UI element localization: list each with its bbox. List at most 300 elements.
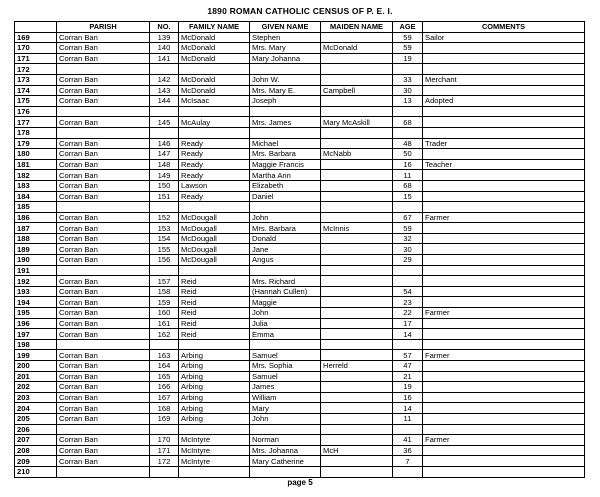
cell-row-number: 205: [15, 413, 57, 424]
table-row: [15, 202, 585, 213]
cell-number: [150, 466, 179, 477]
cell-maiden-name: [321, 191, 393, 202]
cell-number: 158: [150, 286, 179, 297]
cell-given-name: Maggie Francis: [250, 159, 321, 170]
cell-number: 140: [150, 43, 179, 54]
cell-age: 29: [393, 255, 423, 266]
cell-row-number: 195: [15, 308, 57, 319]
cell-given-name: Donald: [250, 233, 321, 244]
cell-age: 59: [393, 43, 423, 54]
cell-number: 145: [150, 117, 179, 128]
cell-row-number: 183: [15, 180, 57, 191]
cell-comments: [423, 286, 585, 297]
cell-maiden-name: [321, 339, 393, 350]
cell-given-name: Maggie: [250, 297, 321, 308]
cell-maiden-name: [321, 138, 393, 149]
cell-maiden-name: [321, 127, 393, 138]
cell-number: 141: [150, 53, 179, 64]
cell-family-name: [179, 127, 250, 138]
cell-age: 21: [393, 371, 423, 382]
cell-family-name: McDonald: [179, 43, 250, 54]
cell-age: 15: [393, 191, 423, 202]
cell-number: 144: [150, 96, 179, 107]
cell-row-number: 207: [15, 435, 57, 446]
cell-age: 7: [393, 456, 423, 467]
cell-parish: Corran Ban: [57, 286, 150, 297]
table-row: [15, 265, 585, 276]
cell-row-number: 184: [15, 191, 57, 202]
cell-given-name: Mrs. Barbara: [250, 149, 321, 160]
cell-family-name: [179, 339, 250, 350]
header-row: [15, 22, 585, 33]
cell-maiden-name: Herreld: [321, 361, 393, 372]
cell-age: 48: [393, 138, 423, 149]
cell-given-name: Mary Johanna: [250, 53, 321, 64]
cell-family-name: Arbing: [179, 403, 250, 414]
cell-age: 47: [393, 361, 423, 372]
cell-row-number: 169: [15, 32, 57, 43]
page-title: 1890 ROMAN CATHOLIC CENSUS OF P. E. I.: [207, 6, 393, 16]
cell-age: 17: [393, 318, 423, 329]
cell-family-name: McIntyre: [179, 445, 250, 456]
cell-given-name: [250, 64, 321, 75]
cell-family-name: Arbing: [179, 371, 250, 382]
cell-parish: [57, 202, 150, 213]
cell-maiden-name: [321, 403, 393, 414]
cell-given-name: Jane: [250, 244, 321, 255]
cell-family-name: McIntyre: [179, 456, 250, 467]
cell-comments: [423, 297, 585, 308]
column-header-row-number: [15, 22, 57, 33]
cell-given-name: Mary: [250, 403, 321, 414]
cell-row-number: 173: [15, 74, 57, 85]
cell-number: 164: [150, 361, 179, 372]
cell-parish: Corran Ban: [57, 138, 150, 149]
cell-comments: [423, 413, 585, 424]
cell-number: [150, 127, 179, 138]
column-header-maiden-name: MAIDEN NAME: [321, 22, 393, 33]
cell-given-name: Norman: [250, 435, 321, 446]
cell-family-name: Ready: [179, 191, 250, 202]
table-row: [15, 413, 585, 424]
cell-family-name: Ready: [179, 170, 250, 181]
cell-row-number: 175: [15, 96, 57, 107]
cell-given-name: Emma: [250, 329, 321, 340]
cell-parish: Corran Ban: [57, 350, 150, 361]
cell-parish: Corran Ban: [57, 223, 150, 234]
table-row: [15, 32, 585, 43]
cell-parish: Corran Ban: [57, 329, 150, 340]
cell-comments: [423, 64, 585, 75]
cell-given-name: Angus: [250, 255, 321, 266]
cell-age: 41: [393, 435, 423, 446]
cell-age: 50: [393, 149, 423, 160]
cell-parish: [57, 424, 150, 435]
cell-row-number: 177: [15, 117, 57, 128]
cell-maiden-name: [321, 106, 393, 117]
cell-maiden-name: [321, 53, 393, 64]
cell-parish: Corran Ban: [57, 96, 150, 107]
cell-age: [393, 466, 423, 477]
cell-maiden-name: McNabb: [321, 149, 393, 160]
cell-maiden-name: [321, 233, 393, 244]
table-row: [15, 244, 585, 255]
cell-row-number: 199: [15, 350, 57, 361]
cell-maiden-name: [321, 392, 393, 403]
cell-row-number: 179: [15, 138, 57, 149]
column-header-comments: COMMENTS: [423, 22, 585, 33]
cell-row-number: 204: [15, 403, 57, 414]
table-row: [15, 329, 585, 340]
cell-comments: Adopted: [423, 96, 585, 107]
table-row: [15, 53, 585, 64]
cell-family-name: McDonald: [179, 74, 250, 85]
cell-maiden-name: [321, 180, 393, 191]
cell-parish: Corran Ban: [57, 403, 150, 414]
cell-maiden-name: [321, 466, 393, 477]
cell-parish: Corran Ban: [57, 74, 150, 85]
cell-parish: Corran Ban: [57, 318, 150, 329]
cell-number: 169: [150, 413, 179, 424]
cell-row-number: 178: [15, 127, 57, 138]
cell-comments: [423, 318, 585, 329]
cell-number: [150, 106, 179, 117]
cell-row-number: 185: [15, 202, 57, 213]
cell-given-name: [250, 106, 321, 117]
cell-comments: Trader: [423, 138, 585, 149]
cell-age: 30: [393, 244, 423, 255]
cell-family-name: Reid: [179, 329, 250, 340]
cell-number: 163: [150, 350, 179, 361]
cell-parish: Corran Ban: [57, 180, 150, 191]
cell-row-number: 194: [15, 297, 57, 308]
column-header-given-name: GIVEN NAME: [250, 22, 321, 33]
table-row: [15, 297, 585, 308]
cell-age: 67: [393, 212, 423, 223]
cell-family-name: [179, 106, 250, 117]
table-row: [15, 138, 585, 149]
cell-row-number: 190: [15, 255, 57, 266]
cell-age: [393, 202, 423, 213]
table-row: [15, 286, 585, 297]
cell-given-name: Mrs. Johanna: [250, 445, 321, 456]
cell-age: 14: [393, 329, 423, 340]
cell-parish: Corran Ban: [57, 445, 150, 456]
cell-comments: [423, 445, 585, 456]
cell-family-name: Arbing: [179, 413, 250, 424]
cell-age: 16: [393, 159, 423, 170]
cell-family-name: Arbing: [179, 392, 250, 403]
cell-comments: [423, 403, 585, 414]
cell-parish: Corran Ban: [57, 244, 150, 255]
cell-number: 154: [150, 233, 179, 244]
table-row: [15, 180, 585, 191]
cell-age: 19: [393, 382, 423, 393]
cell-parish: Corran Ban: [57, 456, 150, 467]
cell-parish: Corran Ban: [57, 361, 150, 372]
table-row: [15, 223, 585, 234]
cell-row-number: 192: [15, 276, 57, 287]
cell-age: 32: [393, 233, 423, 244]
cell-row-number: 209: [15, 456, 57, 467]
cell-given-name: [250, 339, 321, 350]
cell-row-number: 181: [15, 159, 57, 170]
table-row: [15, 170, 585, 181]
cell-comments: [423, 191, 585, 202]
cell-comments: [423, 180, 585, 191]
cell-family-name: McAulay: [179, 117, 250, 128]
cell-family-name: McIsaac: [179, 96, 250, 107]
cell-parish: Corran Ban: [57, 191, 150, 202]
cell-maiden-name: [321, 276, 393, 287]
cell-family-name: Ready: [179, 149, 250, 160]
cell-maiden-name: [321, 435, 393, 446]
cell-maiden-name: McH: [321, 445, 393, 456]
cell-row-number: 182: [15, 170, 57, 181]
cell-family-name: McDougall: [179, 244, 250, 255]
cell-number: 148: [150, 159, 179, 170]
cell-parish: Corran Ban: [57, 297, 150, 308]
cell-row-number: 197: [15, 329, 57, 340]
table-row: [15, 382, 585, 393]
cell-number: [150, 424, 179, 435]
cell-row-number: 210: [15, 466, 57, 477]
cell-given-name: Elizabeth: [250, 180, 321, 191]
cell-number: 156: [150, 255, 179, 266]
cell-maiden-name: [321, 244, 393, 255]
cell-row-number: 176: [15, 106, 57, 117]
cell-maiden-name: [321, 308, 393, 319]
cell-family-name: Arbing: [179, 361, 250, 372]
cell-age: 23: [393, 297, 423, 308]
cell-row-number: 203: [15, 392, 57, 403]
cell-given-name: (Hannah Cullen): [250, 286, 321, 297]
cell-comments: [423, 53, 585, 64]
cell-given-name: Samuel: [250, 371, 321, 382]
cell-family-name: Lawson: [179, 180, 250, 191]
cell-given-name: Mrs. Richard: [250, 276, 321, 287]
cell-number: [150, 202, 179, 213]
cell-comments: [423, 127, 585, 138]
cell-age: [393, 265, 423, 276]
cell-given-name: William: [250, 392, 321, 403]
cell-comments: [423, 170, 585, 181]
column-header-family-name: FAMILY NAME: [179, 22, 250, 33]
cell-parish: [57, 106, 150, 117]
cell-family-name: Ready: [179, 159, 250, 170]
cell-age: [393, 106, 423, 117]
cell-parish: Corran Ban: [57, 382, 150, 393]
cell-number: 146: [150, 138, 179, 149]
cell-given-name: James: [250, 382, 321, 393]
cell-given-name: Mrs. Sophia: [250, 361, 321, 372]
cell-age: 57: [393, 350, 423, 361]
table-row: [15, 96, 585, 107]
cell-comments: [423, 85, 585, 96]
cell-number: 171: [150, 445, 179, 456]
cell-number: 170: [150, 435, 179, 446]
cell-parish: Corran Ban: [57, 371, 150, 382]
cell-maiden-name: [321, 456, 393, 467]
cell-parish: Corran Ban: [57, 435, 150, 446]
cell-comments: [423, 424, 585, 435]
table-row: [15, 435, 585, 446]
cell-number: [150, 339, 179, 350]
cell-number: 166: [150, 382, 179, 393]
cell-row-number: 170: [15, 43, 57, 54]
cell-maiden-name: [321, 96, 393, 107]
cell-family-name: Reid: [179, 276, 250, 287]
column-header-age: AGE: [393, 22, 423, 33]
cell-comments: Teacher: [423, 159, 585, 170]
cell-parish: [57, 265, 150, 276]
cell-maiden-name: [321, 350, 393, 361]
cell-maiden-name: [321, 202, 393, 213]
cell-given-name: Mrs. Mary: [250, 43, 321, 54]
cell-number: 160: [150, 308, 179, 319]
cell-number: 165: [150, 371, 179, 382]
cell-family-name: McDonald: [179, 53, 250, 64]
cell-age: 13: [393, 96, 423, 107]
cell-comments: [423, 149, 585, 160]
cell-maiden-name: [321, 64, 393, 75]
cell-maiden-name: [321, 255, 393, 266]
cell-number: 150: [150, 180, 179, 191]
table-row: [15, 361, 585, 372]
table-row: [15, 117, 585, 128]
cell-age: [393, 276, 423, 287]
cell-parish: Corran Ban: [57, 85, 150, 96]
cell-given-name: Mary Catherine: [250, 456, 321, 467]
cell-maiden-name: [321, 265, 393, 276]
cell-parish: Corran Ban: [57, 276, 150, 287]
cell-family-name: Reid: [179, 318, 250, 329]
cell-parish: [57, 339, 150, 350]
cell-number: 161: [150, 318, 179, 329]
census-body: [15, 32, 585, 477]
cell-given-name: [250, 424, 321, 435]
cell-comments: [423, 233, 585, 244]
cell-parish: Corran Ban: [57, 159, 150, 170]
cell-age: 59: [393, 223, 423, 234]
column-header-parish: PARISH: [57, 22, 150, 33]
cell-given-name: Mrs. Barbara: [250, 223, 321, 234]
cell-parish: Corran Ban: [57, 43, 150, 54]
cell-number: 143: [150, 85, 179, 96]
cell-age: [393, 339, 423, 350]
table-row: [15, 445, 585, 456]
cell-row-number: 193: [15, 286, 57, 297]
cell-given-name: Stephen: [250, 32, 321, 43]
cell-parish: Corran Ban: [57, 117, 150, 128]
cell-age: 33: [393, 74, 423, 85]
cell-number: 159: [150, 297, 179, 308]
table-row: [15, 127, 585, 138]
cell-comments: [423, 329, 585, 340]
cell-comments: Sailor: [423, 32, 585, 43]
cell-number: 168: [150, 403, 179, 414]
cell-row-number: 171: [15, 53, 57, 64]
cell-parish: [57, 466, 150, 477]
cell-given-name: John: [250, 308, 321, 319]
cell-row-number: 201: [15, 371, 57, 382]
cell-row-number: 208: [15, 445, 57, 456]
table-row: [15, 350, 585, 361]
cell-maiden-name: [321, 286, 393, 297]
cell-maiden-name: [321, 297, 393, 308]
cell-parish: [57, 127, 150, 138]
cell-parish: Corran Ban: [57, 53, 150, 64]
table-row: [15, 149, 585, 160]
cell-comments: [423, 244, 585, 255]
cell-age: 16: [393, 392, 423, 403]
cell-age: [393, 64, 423, 75]
cell-age: 59: [393, 32, 423, 43]
cell-comments: [423, 361, 585, 372]
census-table: [14, 21, 585, 478]
cell-family-name: Reid: [179, 308, 250, 319]
cell-given-name: Martha Ann: [250, 170, 321, 181]
cell-number: 152: [150, 212, 179, 223]
column-header-no: NO.: [150, 22, 179, 33]
cell-maiden-name: [321, 371, 393, 382]
cell-parish: Corran Ban: [57, 255, 150, 266]
cell-age: [393, 424, 423, 435]
cell-comments: [423, 223, 585, 234]
table-row: [15, 64, 585, 75]
cell-family-name: Ready: [179, 138, 250, 149]
cell-comments: [423, 392, 585, 403]
cell-family-name: Arbing: [179, 350, 250, 361]
cell-number: 151: [150, 191, 179, 202]
table-row: [15, 456, 585, 467]
cell-number: 142: [150, 74, 179, 85]
table-row: [15, 392, 585, 403]
cell-parish: Corran Ban: [57, 32, 150, 43]
table-row: [15, 308, 585, 319]
cell-maiden-name: [321, 170, 393, 181]
cell-maiden-name: [321, 159, 393, 170]
cell-family-name: McDougall: [179, 233, 250, 244]
cell-parish: Corran Ban: [57, 170, 150, 181]
cell-given-name: Samuel: [250, 350, 321, 361]
cell-row-number: 187: [15, 223, 57, 234]
cell-comments: [423, 456, 585, 467]
cell-row-number: 172: [15, 64, 57, 75]
cell-number: 157: [150, 276, 179, 287]
cell-parish: Corran Ban: [57, 392, 150, 403]
table-row: [15, 159, 585, 170]
table-row: [15, 318, 585, 329]
cell-given-name: Mrs. Mary E.: [250, 85, 321, 96]
cell-parish: Corran Ban: [57, 149, 150, 160]
cell-maiden-name: [321, 212, 393, 223]
cell-number: 172: [150, 456, 179, 467]
cell-row-number: 186: [15, 212, 57, 223]
cell-comments: Farmer: [423, 308, 585, 319]
cell-given-name: Mrs. James: [250, 117, 321, 128]
cell-row-number: 174: [15, 85, 57, 96]
cell-given-name: Joseph: [250, 96, 321, 107]
table-row: [15, 339, 585, 350]
cell-age: 22: [393, 308, 423, 319]
cell-maiden-name: [321, 424, 393, 435]
cell-family-name: McIntyre: [179, 435, 250, 446]
cell-parish: [57, 64, 150, 75]
table-row: [15, 85, 585, 96]
cell-family-name: Reid: [179, 297, 250, 308]
cell-comments: Farmer: [423, 212, 585, 223]
